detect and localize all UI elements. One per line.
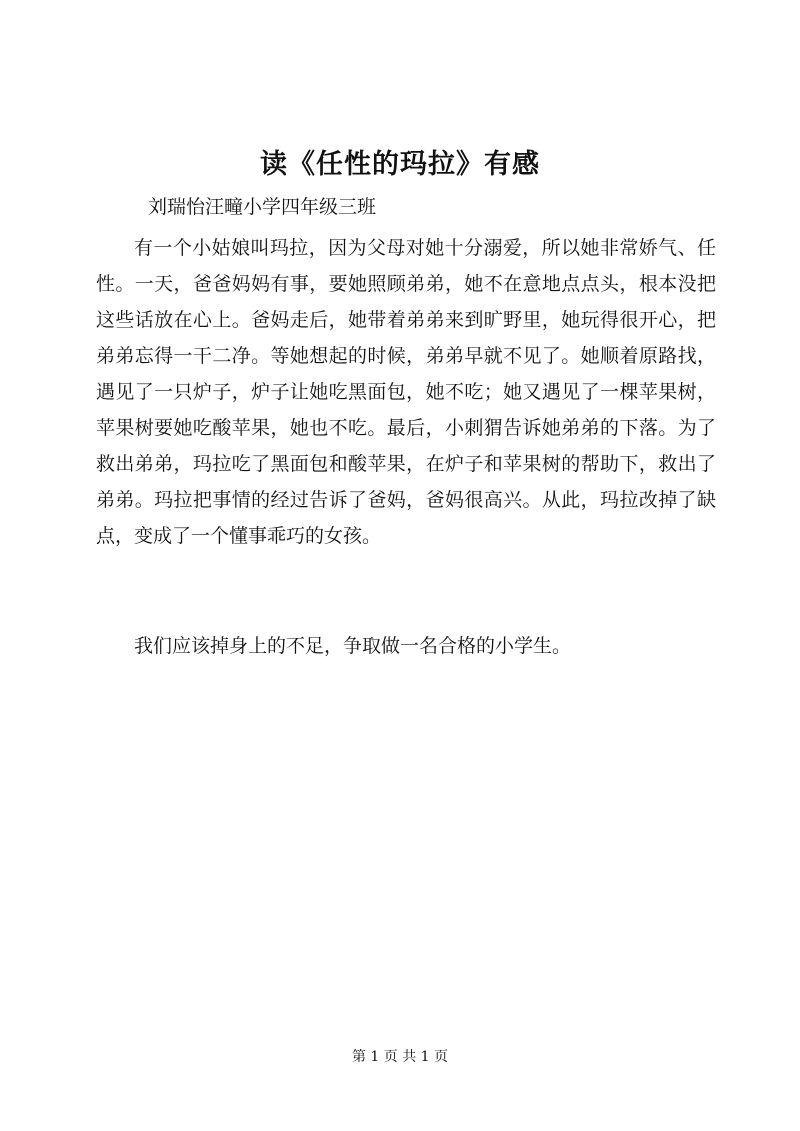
page-footer: 第 1 页 共 1 页: [351, 1049, 449, 1065]
document-title: 读《任性的玛拉》有感: [260, 149, 540, 180]
closing-paragraph: 我们应该掉身上的不足，争取做一名合格的小学生。: [134, 635, 572, 657]
author-byline: 刘瑞怡汪疃小学四年级三班: [148, 196, 377, 218]
body-paragraph: 有一个小姑娘叫玛拉，因为父母对她十分溺爱，所以她非常娇气、任性。一天，爸爸妈妈有事，要她照顾弟弟，她不在意地点点头，根本没把这些话放在心上。爸妈走后，她带着弟弟来到旷野里，她玩得很开心，把弟弟忘得一干二净。等她想起的时候，弟弟早就不见了。她顺着原路找，遇见了一只炉子，炉子让她吃黑面包，她不吃；她又遇见了一棵苹果树，苹果树要她吃酸苹果，她也不吃。最后，小刺猬告诉她弟弟的下落。为了救出弟弟，玛拉吃了黑面包和酸苹果，在炉子和苹果树的帮助下，救出了弟弟。玛拉把事情的经过告诉了爸妈，爸妈很高兴。从此，玛拉改掉了缺点，变成了一个懂事乖巧的女孩。: [96, 237, 716, 547]
